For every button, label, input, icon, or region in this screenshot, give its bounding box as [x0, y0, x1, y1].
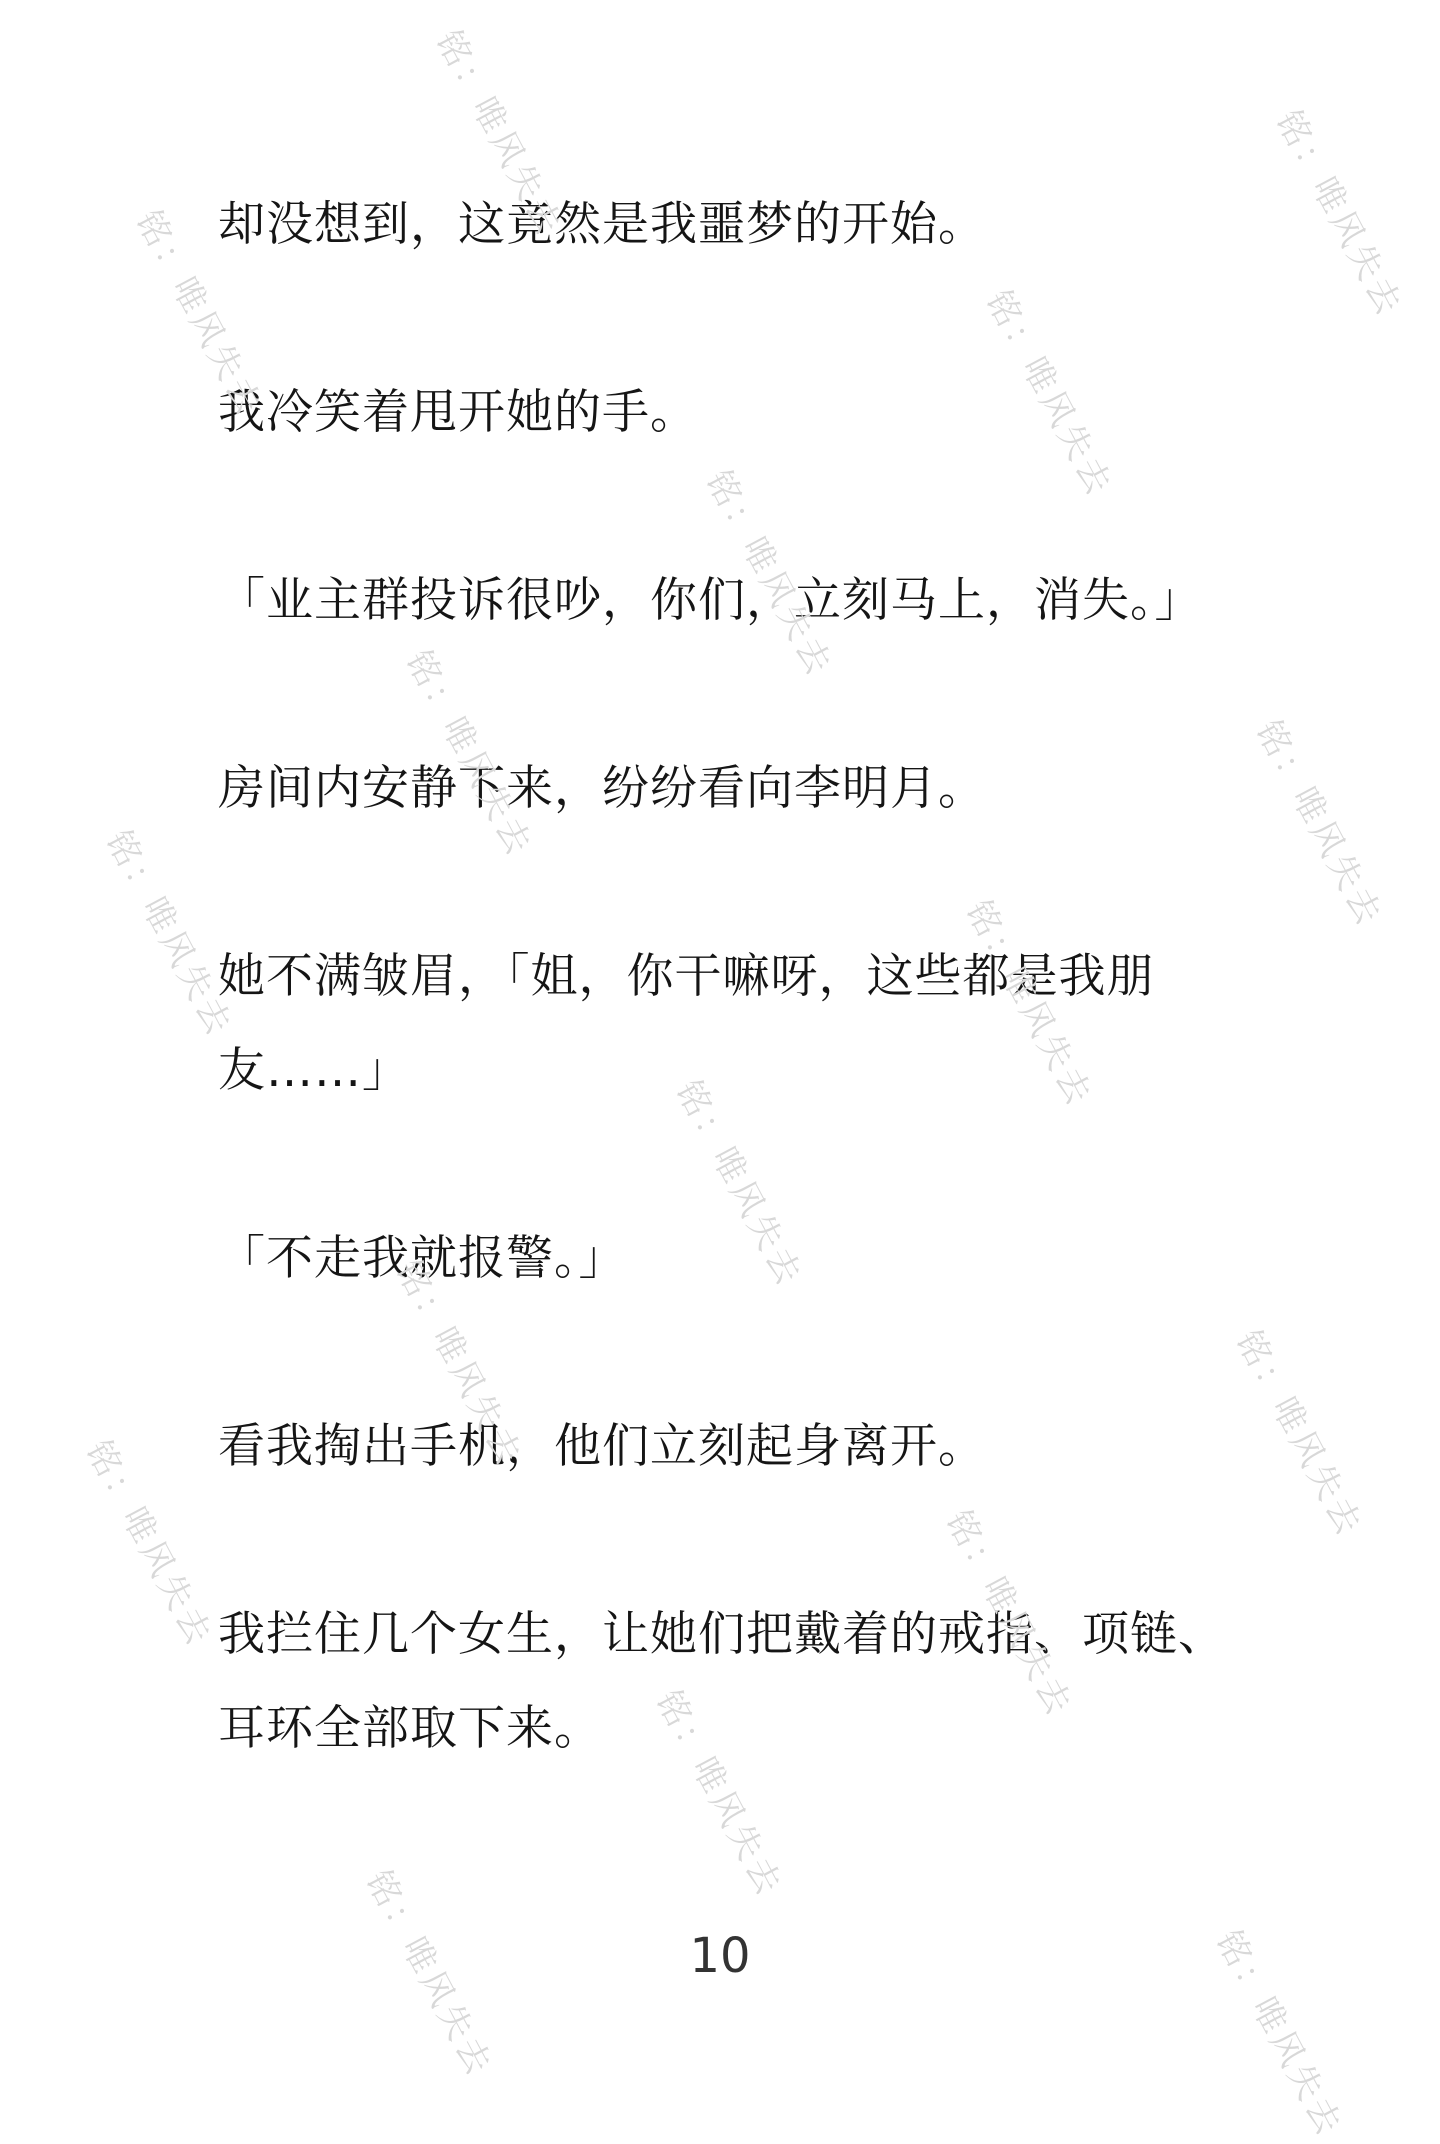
watermark: 铭：唯风失去	[77, 1433, 220, 1654]
watermark: 铭：唯风失去	[697, 463, 840, 684]
watermark: 铭：唯风失去	[357, 1863, 500, 2084]
paragraph-4: 房间内安静下来，纷纷看向李明月。	[218, 761, 986, 816]
paragraph-5: 她不满皱眉，「姐，你干嘛呀，这些都是我朋友……」	[218, 949, 1155, 1098]
watermark: 铭：唯风失去	[647, 1683, 790, 1904]
watermark: 铭：唯风失去	[1207, 1923, 1350, 2144]
watermark: 铭：唯风失去	[957, 893, 1100, 1114]
watermark: 铭：唯风失去	[1227, 1323, 1370, 1544]
paragraph-7: 看我掏出手机，他们立刻起身离开。	[218, 1419, 986, 1474]
watermark: 铭：唯风失去	[397, 643, 540, 864]
watermark: 铭：唯风失去	[937, 1503, 1080, 1724]
page-number: 10	[689, 1928, 751, 1984]
paragraph-2: 我冷笑着甩开她的手。	[218, 385, 698, 440]
paragraph-3: 「业主群投诉很吵，你们，立刻马上，消失。」	[218, 573, 1203, 628]
paragraph-6: 「不走我就报警。」	[218, 1231, 627, 1286]
watermark: 铭：唯风失去	[667, 1073, 810, 1294]
watermark: 铭：唯风失去	[127, 203, 270, 424]
paragraph-8: 我拦住几个女生，让她们把戴着的戒指、项链、耳环全部取下来。	[218, 1607, 1226, 1756]
watermark: 铭：唯风失去	[1267, 103, 1410, 324]
watermark: 铭：唯风失去	[427, 23, 570, 244]
watermark: 铭：唯风失去	[387, 1253, 530, 1474]
watermark: 铭：唯风失去	[97, 823, 240, 1044]
paragraph-1: 却没想到，这竟然是我噩梦的开始。	[218, 197, 986, 252]
watermark: 铭：唯风失去	[977, 283, 1120, 504]
watermark: 铭：唯风失去	[1247, 713, 1390, 934]
